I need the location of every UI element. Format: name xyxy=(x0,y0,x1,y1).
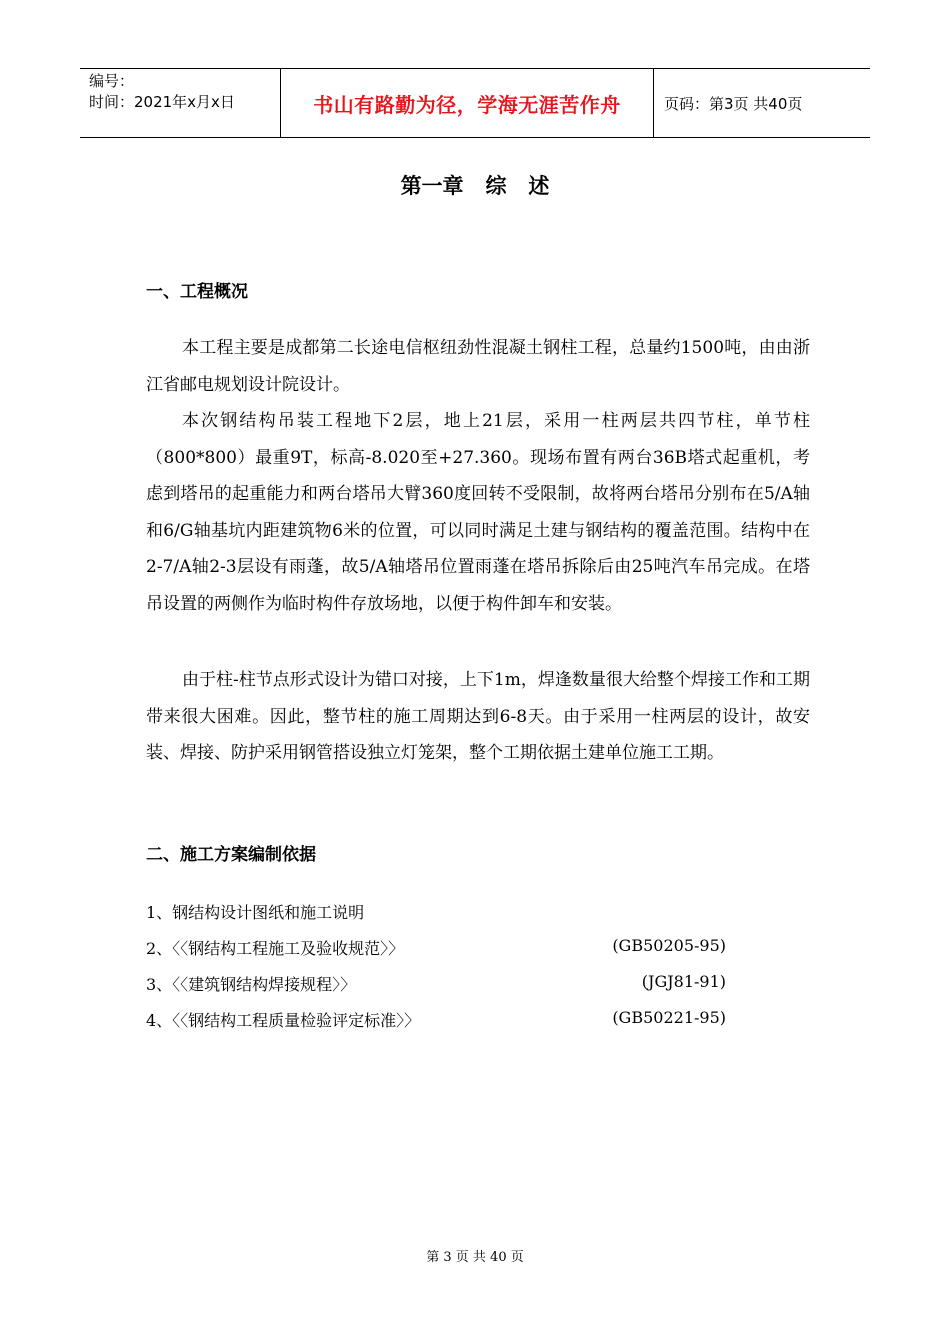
reference-code: (GB50205-95) xyxy=(612,936,726,955)
section-heading-basis: 二、施工方案编制依据 xyxy=(146,845,316,865)
reference-title: 2、〈〈钢结构工程施工及验收规范〉〉 xyxy=(146,939,405,958)
reference-item xyxy=(146,972,726,996)
date-label: 时间：2021年x月x日 xyxy=(89,93,235,111)
page-header xyxy=(80,68,870,138)
page-footer: 第 3 页 共 40 页 xyxy=(426,1250,524,1265)
reference-code: (JGJ81-91) xyxy=(641,972,726,991)
reference-title: 3、〈〈建筑钢结构焊接规程〉〉 xyxy=(146,975,357,994)
header-motto: 书山有路勤为径，学海无涯苦作舟 xyxy=(281,69,654,137)
serial-number-label: 编号： xyxy=(89,72,135,90)
reference-item xyxy=(146,1008,726,1032)
reference-code: (GB50221-95) xyxy=(612,1008,726,1027)
header-meta-cell xyxy=(80,69,281,137)
section-heading-overview: 一、工程概况 xyxy=(146,282,248,302)
overview-paragraph-1: 本工程主要是成都第二长途电信枢纽劲性混凝土钢柱工程，总量约1500吨，由由浙江省邮电规划设计院设计。 xyxy=(146,338,810,395)
chapter-title: 第一章 综 述 xyxy=(400,174,550,198)
reference-item xyxy=(146,936,726,960)
header-page-info: 页码：第3页 共40页 xyxy=(664,94,803,113)
reference-item xyxy=(146,900,726,924)
reference-title: 4、〈〈钢结构工程质量检验评定标准〉〉 xyxy=(146,1011,421,1030)
overview-paragraph-2: 本次钢结构吊装工程地下2层，地上21层，采用一柱两层共四节柱，单节柱（800*800）最重9T，标高-8.020至+27.360。现场布置有两台36B塔式起重机，考虑到塔吊的起重能力和两台塔吊大臂360度回转不受限制，故将两台塔吊分别布在5/A轴和6/G轴基坑内距建筑物6米的位置，可以同时满足土建与钢结构的覆盖范围。结构中在2-7/A轴2-3层设有雨蓬，故5/A轴塔吊位置雨蓬在塔吊拆除后由25吨汽车吊完成。在塔吊设置的两侧作为临时构件存放场地，以便于构件卸车和安装。 xyxy=(146,411,810,614)
reference-title: 1、钢结构设计图纸和施工说明 xyxy=(146,903,365,922)
overview-paragraph-3: 由于柱-柱节点形式设计为错口对接，上下1m，焊逢数量很大给整个焊接工作和工期带来很大困难。因此，整节柱的施工周期达到6-8天。由于采用一柱两层的设计，故安装、焊接、防护采用钢管搭设独立灯笼架，整个工期依据土建单位施工工期。 xyxy=(146,670,810,763)
